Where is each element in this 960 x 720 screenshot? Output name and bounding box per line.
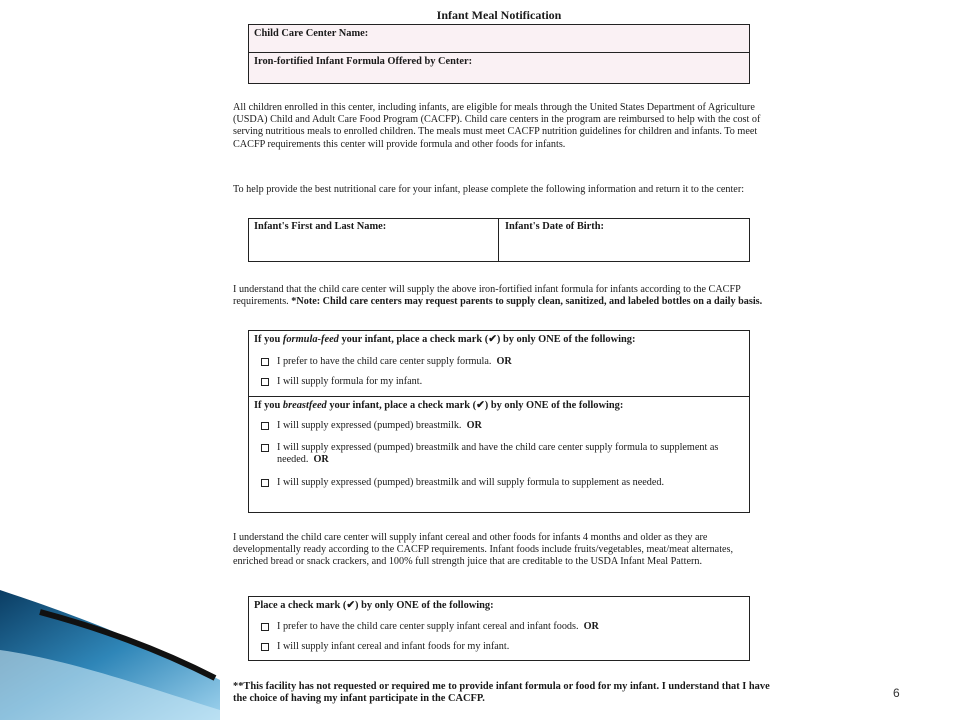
feeding-choice-box: [248, 330, 750, 513]
breastfeed-option-breastmilk[interactable]: I will supply expressed (pumped) breastmilk. OR: [277, 420, 747, 432]
intro-paragraph: All children enrolled in this center, including infants, are eligible for meals through the United States Department of Agriculture (USDA) Child and Adult Care Food Program (CACFP). Child care centers in the program are reimbursed to help with the cost of serving nutritious meals to enrolled children. The meals must meet CACFP nutrition guidelines for children and infants. To meet CACFP requirements this center will provide formula and other foods for infants.: [233, 102, 761, 150]
foods-choice-box: [248, 596, 750, 661]
breastfeed-option-parent-supplement[interactable]: I will supply expressed (pumped) breastmilk and will supply formula to supplement as needed.: [277, 477, 747, 489]
infant-info-box: [248, 218, 750, 262]
formula-offered-label: Iron-fortified Infant Formula Offered by Center:: [254, 56, 473, 67]
checkbox[interactable]: [261, 358, 269, 366]
checkbox[interactable]: [261, 643, 269, 651]
center-info-box: [248, 24, 750, 84]
checkbox[interactable]: [261, 378, 269, 386]
decorative-swoosh: [0, 590, 220, 720]
foods-option-parent-supply[interactable]: I will supply infant cereal and infant foods for my infant.: [277, 641, 747, 653]
checkbox[interactable]: [261, 623, 269, 631]
checkbox[interactable]: [261, 444, 269, 452]
foods-paragraph: I understand the child care center will supply infant cereal and other foods for infants 4 months and older as they are developmentally ready according to the CACFP requirements. Infant foods include fruits/vegetables, meat/meat alternates, enriched bread or snack crackers, and 100% full strength juice that are creditable to the USDA Infant Meal Pattern.: [233, 532, 734, 568]
instruction-paragraph: To help provide the best nutritional care for your infant, please complete the following information and return it to the center:: [233, 184, 745, 195]
formula-option-center-supply[interactable]: I prefer to have the child care center supply formula. OR: [277, 356, 747, 368]
breastfeed-section-title: If you breastfeed your infant, place a check mark (✔) by only ONE of the following:: [254, 400, 624, 411]
formula-section-title: If you formula-feed your infant, place a check mark (✔) by only ONE of the following:: [254, 334, 636, 345]
foods-option-center-supply[interactable]: I prefer to have the child care center supply infant cereal and infant foods. OR: [277, 621, 747, 633]
formula-understanding-paragraph: I understand that the child care center will supply the above iron-fortified infant formula for infants according to the CACFP requirements. *Note: Child care centers may request parents to supply clean, sanitized, and labeled bottles on a daily basis.: [233, 284, 763, 308]
form-title: Infant Meal Notification: [436, 8, 562, 22]
breastfeed-option-center-supplement[interactable]: I will supply expressed (pumped) breastmilk and have the child care center supply formula to supplement as needed. OR: [277, 442, 747, 466]
center-name-label: Child Care Center Name:: [254, 28, 369, 39]
foods-section-title: Place a check mark (✔) by only ONE of the following:: [254, 600, 494, 611]
infant-dob-label: Infant's Date of Birth:: [505, 221, 604, 232]
infant-meal-notification-form: [228, 0, 770, 720]
checkbox[interactable]: [261, 422, 269, 430]
checkbox[interactable]: [261, 479, 269, 487]
infant-name-label: Infant's First and Last Name:: [254, 221, 387, 232]
page-number: 6: [893, 686, 900, 700]
footer-note: **This facility has not requested or required me to provide infant formula or food for my infant. I understand that I have the choice of having my infant participate in the CACFP.: [233, 681, 770, 705]
formula-option-parent-supply[interactable]: I will supply formula for my infant.: [277, 376, 747, 388]
